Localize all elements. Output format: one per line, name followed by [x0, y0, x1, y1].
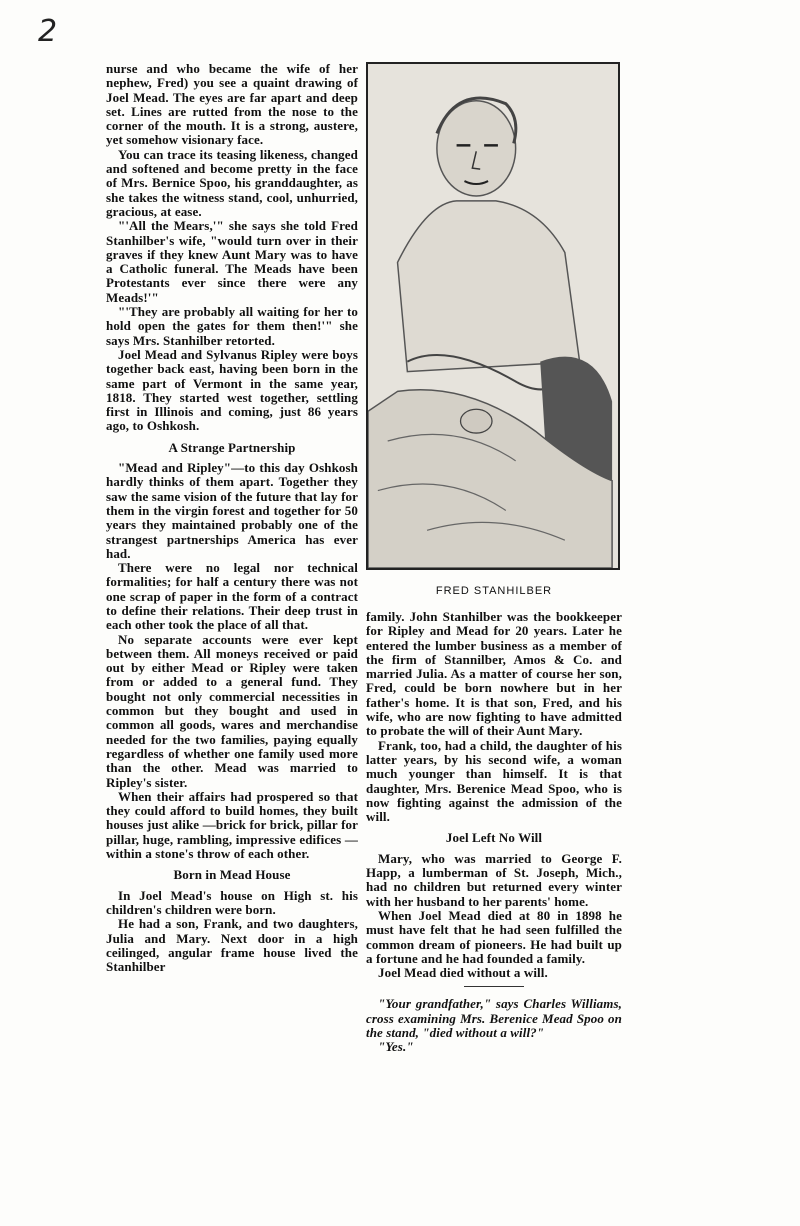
paragraph: When Joel Mead died at 80 in 1898 he must have felt that he had seen fulfilled the common dream of pioneers. He had built up a fortune and he had founded a family.	[366, 907, 622, 966]
right-column	[366, 610, 622, 1055]
paragraph: In Joel Mead's house on High st. his children's children were born.	[106, 887, 358, 917]
section-heading: Born in Mead House	[173, 867, 291, 883]
paragraph: nurse and who became the wife of her nephew, Fred) you see a quaint drawing of Joel Mead. The eyes are far apart and deep set. Lines are rutted from the nose to the corner of the mouth. It is a strong, austere, yet somehow visionary face.	[106, 61, 358, 148]
paragraph: Joel Mead and Sylvanus Ripley were boys together back east, having been born in the same part of Vermont in the same year, 1818. They started west together, settling first in Illinois and coming, just 86 years ago, to Oshkosh.	[106, 346, 358, 434]
paragraph: "'All the Mears,'" she says she told Fred Stanhilber's wife, "would turn over in their graves if they knew Aunt Mary was to have a Catholic funeral. The Meads have been Protestants ever since there were any Meads!'"	[106, 218, 358, 305]
paragraph: "'They are probably all waiting for her to hold open the gates for them then!'" she says Mrs. Stanhilber retorted.	[106, 304, 358, 348]
photo-caption: FRED STANHILBER	[435, 585, 553, 597]
paragraph: "Your grandfather," says Charles Williams, cross examining Mrs. Berenice Mead Spoo on the stand, "died without a will?"	[366, 996, 622, 1041]
paragraph: Frank, too, had a child, the daughter of his latter years, by his second wife, a woman much younger than himself. It is that daughter, Mrs. Berenice Mead Spoo, who is now fighting against the admission of the will.	[366, 737, 622, 825]
paragraph: When their affairs had prospered so that they could afford to build homes, they built houses just alike —brick for brick, pillar for pillar, huge, rambling, impressive edifices —within a stone's throw of each other.	[106, 788, 358, 862]
paragraph: You can trace its teasing likeness, changed and softened and become pretty in the face of Mrs. Bernice Spoo, his granddaughter, as she takes the witness stand, cool, unhurried, gracious, at ease.	[106, 146, 358, 219]
paragraph: family. John Stanhilber was the bookkeeper for Ripley and Mead for 20 years. Later he entered the lumber business as a member of the firm of Stannilber, Amos & Co. and married Julia. As a matter of course her son, Fred, could be born nowhere but in her father's home. It is that son, Fred, and his wife, who are now fighting to have admitted to probate the will of their Aunt Mary.	[366, 609, 622, 739]
paragraph: Mary, who was married to George F. Happ, a lumberman of St. Joseph, Mich., had no children but returned every winter with her husband to her parents' home.	[366, 850, 622, 909]
left-column	[106, 62, 358, 974]
paragraph: No separate accounts were ever kept between them. All moneys received or paid out by either Mead or Ripley were taken from or added to a general fund. They bought not only commercial necessities in common but they bought and used in common all goods, wares and merchandise needed for the two families, paying equally regardless of whether one family used more than the other. Mead was married to Ripley's sister.	[106, 631, 358, 790]
paragraph: "Yes."	[378, 1039, 414, 1055]
paragraph: Joel Mead died without a will.	[378, 965, 548, 981]
paragraph: "Mead and Ripley"—to this day Oshkosh hardly thinks of them apart. Together they saw the same vision of the future that lay for them in the virgin forest and together for 50 years they maintained probably one of the strangest partnerships America has ever had.	[106, 460, 358, 561]
section-heading: Joel Left No Will	[445, 830, 543, 846]
portrait-photo	[366, 62, 620, 570]
divider-rule	[464, 986, 524, 987]
paragraph: There were no legal nor technical formalities; for half a century there was not one scrap of paper in the form of a contract to define their relations. Their deep trust in each other took the place of all that.	[106, 560, 358, 633]
portrait-sketch	[368, 64, 618, 568]
page-marker: 2	[38, 14, 58, 49]
paragraph: He had a son, Frank, and two daughters, Julia and Mary. Next door in a high ceilinged, angular frame house lived the Stanhilber	[106, 916, 358, 975]
section-heading: A Strange Partnership	[168, 439, 296, 455]
